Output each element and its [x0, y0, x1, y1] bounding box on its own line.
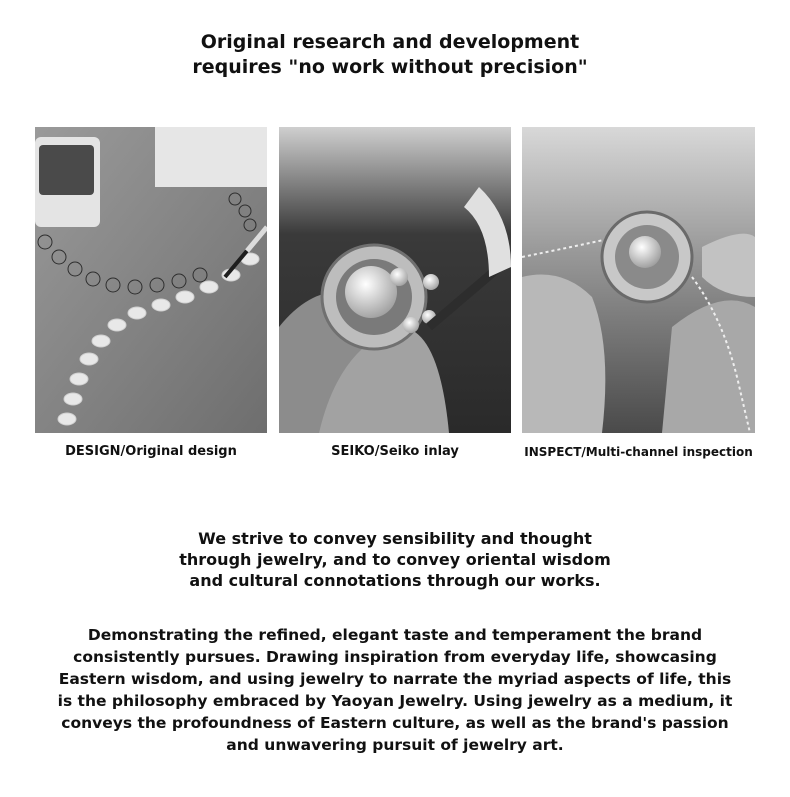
- pearl-ring-icon: [279, 127, 511, 433]
- description-line: and unwavering pursuit of jewelry art.: [226, 736, 564, 754]
- lead-paragraph: [80, 528, 710, 591]
- description-paragraph: [35, 624, 755, 756]
- description-line: consistently pursues. Drawing inspiration from everyday life, showcasing: [73, 648, 717, 666]
- design-photo: [35, 127, 267, 433]
- brooch-inspection-icon: [522, 127, 755, 433]
- inspection-photo: [522, 127, 755, 433]
- inlay-caption: SEIKO/Seiko inlay: [331, 444, 459, 459]
- title-line-1: Original research and development: [200, 31, 580, 53]
- inlay-photo: [279, 127, 511, 433]
- title-line-2: requires "no work without precision": [192, 56, 588, 78]
- design-caption: DESIGN/Original design: [65, 444, 237, 459]
- description-line: Demonstrating the refined, elegant taste and temperament the brand: [87, 626, 703, 644]
- lead-line: and cultural connotations through our works.: [189, 571, 601, 590]
- lead-line: through jewelry, and to convey oriental wisdom: [179, 550, 611, 569]
- page-title: [0, 30, 780, 80]
- lead-line: We strive to convey sensibility and thought: [198, 529, 592, 548]
- inspection-caption: INSPECT/Multi-channel inspection: [524, 445, 753, 459]
- description-line: conveys the profoundness of Eastern culture, as well as the brand's passion: [61, 714, 729, 732]
- description-line: is the philosophy embraced by Yaoyan Jewelry. Using jewelry as a medium, it: [57, 692, 733, 710]
- description-line: Eastern wisdom, and using jewelry to narrate the myriad aspects of life, this: [58, 670, 732, 688]
- pen-drawing-icon: [35, 127, 267, 433]
